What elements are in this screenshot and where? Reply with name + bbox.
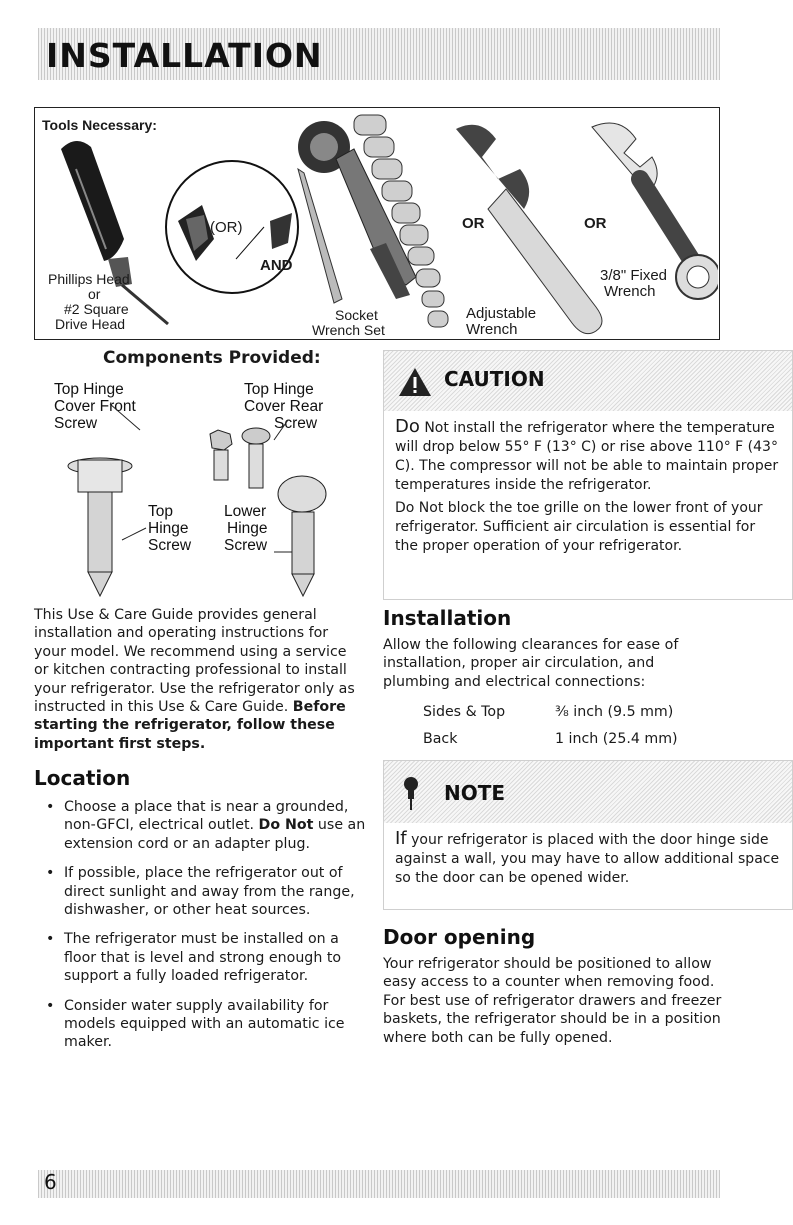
installation-heading: Installation	[383, 606, 512, 630]
and-label: AND	[260, 257, 293, 274]
door-opening-text: Your refrigerator should be positioned to allow easy access to a counter when removing food. For best use of refrigerator drawers and freezer baskets, the refrigerator should be in a position where both can be fully opened.	[383, 956, 722, 1046]
lower-hinge-screw-icon	[274, 476, 326, 596]
note-callout	[383, 760, 793, 910]
socket-label: Socket Wrench Set	[312, 307, 385, 338]
list-item: • Choose a place that is near a grounded, non-GFCI, electrical outlet. Do Not use an extension cord or an adapter plug.	[34, 798, 374, 853]
caution-paragraph-1: Do Not install the refrigerator where the temperature will drop below 55° F (13° C) or rise above 110° F (43° C). The compressor will not be able to maintain proper temperatures inside the refrigerator.	[395, 416, 779, 493]
or-bits-label: (OR)	[210, 219, 243, 236]
note-heading: NOTE	[444, 781, 506, 805]
location-heading: Location	[34, 766, 131, 790]
front-screw-label: Top Hinge Cover Front Screw	[54, 381, 136, 432]
list-item: • If possible, place the refrigerator out of direct sunlight and away from the range, dishwasher, or other heat sources.	[34, 864, 374, 919]
components-title: Components Provided:	[103, 348, 321, 368]
lower-hinge-screw-label: Lower Hinge Screw	[224, 503, 268, 554]
caution-callout	[383, 350, 793, 600]
clearance-value-back: 1 inch (25.4 mm)	[555, 731, 678, 747]
caution-header	[384, 351, 792, 411]
clearance-label-back: Back	[423, 731, 458, 747]
adjustable-wrench-label: Adjustable Wrench	[466, 305, 537, 338]
caution-paragraph-2: Do Not block the toe grille on the lower front of your refrigerator. Sufficient air circulation is essential for the proper operation of your refrigerator.	[395, 500, 763, 554]
list-item: • Consider water supply availability for models equipped with an automatic ice maker.	[34, 997, 374, 1052]
warning-triangle-icon	[398, 367, 432, 397]
phillips-head-label: Phillips Head or #2 Square Drive Head	[48, 271, 130, 332]
note-header	[384, 761, 792, 823]
screws-illustration	[40, 400, 360, 600]
location-list	[34, 798, 374, 1063]
fixed-wrench-label: 3/8" Fixed Wrench	[600, 267, 668, 300]
tools-title: Tools Necessary:	[42, 117, 157, 133]
note-text: If your refrigerator is placed with the door hinge side against a wall, you may have to allow additional space so the door can be opened wider.	[395, 828, 780, 886]
door-opening-heading: Door opening	[383, 925, 536, 949]
clearance-value-sides: ⅜ inch (9.5 mm)	[555, 704, 674, 720]
top-hinge-screw-label: Top Hinge Screw	[148, 503, 192, 554]
page-number: 6	[44, 1170, 57, 1194]
page-title: INSTALLATION	[46, 36, 323, 75]
or-label-2: OR	[584, 215, 607, 232]
note-pin-icon	[398, 775, 424, 811]
tools-illustration	[36, 109, 718, 338]
list-item: • The refrigerator must be installed on a floor that is level and strong enough to support a fully loaded refrigerator.	[34, 930, 374, 985]
caution-heading: CAUTION	[444, 367, 545, 391]
rear-screw-label: Top Hinge Cover Rear Screw	[244, 381, 324, 432]
installation-text: Allow the following clearances for ease of installation, proper air circulation, and plumbing and electrical connections:	[383, 637, 679, 690]
clearance-label-sides: Sides & Top	[423, 704, 506, 720]
socket-wrench-icon	[298, 115, 448, 327]
top-hinge-screw-icon	[68, 458, 146, 596]
cover-rear-screw-icon	[242, 420, 288, 488]
intro-paragraph: This Use & Care Guide provides general installation and operating instructions for your model. We recommend using a service or kitchen contracting professional to install your refrigerator. Use the refrigerator only as instructed in this Use & Care Guide. Before starting the refrigerator, follow these important first steps.	[34, 607, 355, 752]
or-label-1: OR	[462, 215, 485, 232]
footer-bar	[38, 1170, 720, 1198]
